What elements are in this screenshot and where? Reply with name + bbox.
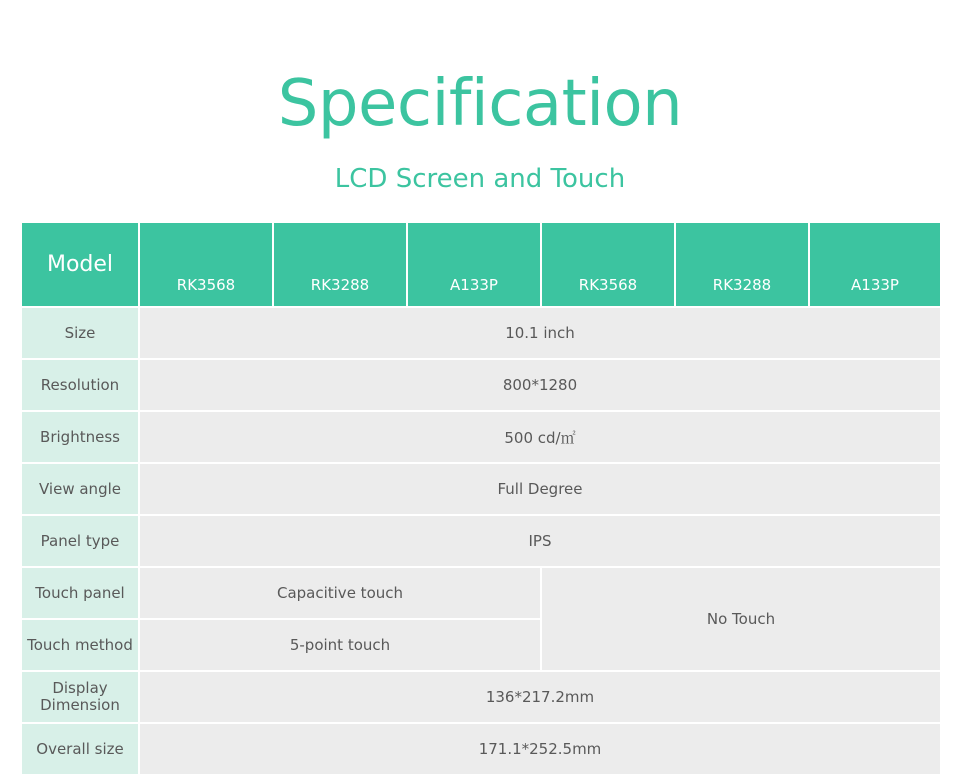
row-value-view-angle: Full Degree — [139, 463, 941, 515]
row-value-touch-method: 5-point touch — [139, 619, 541, 671]
specification-table-container — [20, 221, 940, 776]
table-row — [21, 307, 941, 359]
page-subtitle: LCD Screen and Touch — [334, 164, 626, 194]
row-value-size: 10.1 inch — [139, 307, 941, 359]
table-row — [21, 723, 941, 775]
row-label-resolution: Resolution — [21, 359, 139, 411]
table-row — [21, 359, 941, 411]
header-chip-5: RK3288 — [675, 222, 809, 307]
row-label-brightness: Brightness — [21, 411, 139, 463]
header-model-label: Model — [21, 222, 139, 307]
row-value-panel-type: IPS — [139, 515, 941, 567]
row-value-display-dimension: 136*217.2mm — [139, 671, 941, 723]
specification-table — [20, 221, 942, 776]
table-row — [21, 515, 941, 567]
row-label-display-dimension — [21, 671, 139, 723]
row-label-panel-type: Panel type — [21, 515, 139, 567]
page-title: Specification — [277, 67, 683, 141]
row-value-resolution: 800*1280 — [139, 359, 941, 411]
header-chip-2: RK3288 — [273, 222, 407, 307]
header-chip-4: RK3568 — [541, 222, 675, 307]
header-chip-6: A133P — [809, 222, 941, 307]
header-chip-3: A133P — [407, 222, 541, 307]
row-label-display-dimension-line1: Display — [52, 678, 108, 697]
table-row — [21, 671, 941, 723]
row-label-display-dimension-line2: Dimension — [40, 696, 120, 714]
row-label-overall-size: Overall size — [21, 723, 139, 775]
row-value-brightness: 500 cd/㎡ — [139, 411, 941, 463]
row-value-touch-panel: Capacitive touch — [139, 567, 541, 619]
table-row — [21, 567, 941, 619]
row-label-size: Size — [21, 307, 139, 359]
row-value-no-touch: No Touch — [541, 567, 941, 671]
row-label-touch-method: Touch method — [21, 619, 139, 671]
table-header-row — [21, 222, 941, 307]
header-chip-1: RK3568 — [139, 222, 273, 307]
table-row — [21, 463, 941, 515]
row-label-touch-panel: Touch panel — [21, 567, 139, 619]
row-label-view-angle: View angle — [21, 463, 139, 515]
row-value-overall-size: 171.1*252.5mm — [139, 723, 941, 775]
table-row — [21, 411, 941, 463]
